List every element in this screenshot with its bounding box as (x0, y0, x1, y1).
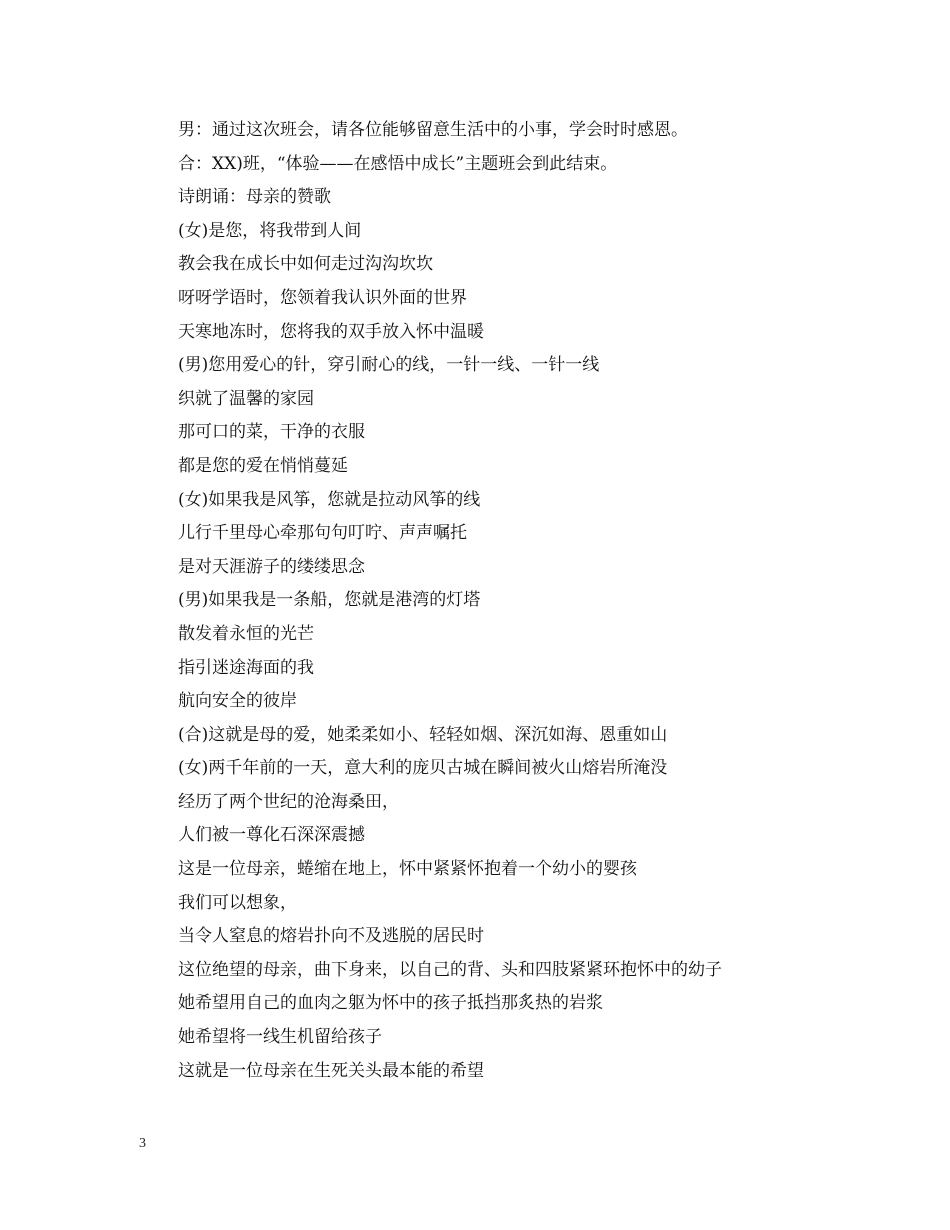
text-line: 指引迷途海面的我 (178, 657, 314, 678)
text-line: 合：XX)班，“体验——在感悟中成长”主题班会到此结束。 (178, 153, 618, 174)
page-number: 3 (139, 1136, 146, 1151)
text-line: 这位绝望的母亲，曲下身来，以自己的背、头和四肢紧紧环抱怀中的幼子 (178, 959, 722, 980)
text-line: (男)如果我是一条船，您就是港湾的灯塔 (178, 590, 481, 611)
text-line: 都是您的爱在悄悄蔓延 (178, 455, 348, 476)
text-line: (女)是您，将我带到人间 (178, 220, 362, 241)
text-line: 这就是一位母亲在生死关头最本能的希望 (178, 1060, 484, 1081)
text-line: 航向安全的彼岸 (178, 691, 297, 712)
text-line: 男：通过这次班会，请各位能够留意生活中的小事，学会时时感恩。 (178, 120, 688, 140)
text-line: 她希望将一线生机留给孩子 (178, 1027, 382, 1048)
text-line: (合)这就是母的爱，她柔柔如小、轻轻如烟、深沉如海、恩重如山 (178, 724, 668, 745)
section-heading: 诗朗诵：母亲的赞歌 (178, 187, 331, 208)
text-line: 经历了两个世纪的沧海桑田， (178, 791, 399, 812)
poem-text-body (178, 114, 878, 1088)
text-line: 我们可以想象， (178, 892, 297, 913)
text-line: (男)您用爱心的针，穿引耐心的线，一针一线、一针一线 (178, 355, 600, 376)
text-line: 天寒地冻时，您将我的双手放入怀中温暖 (178, 321, 484, 342)
text-line: 人们被一尊化石深深震撼 (178, 825, 365, 846)
text-line: (女)两千年前的一天，意大利的庞贝古城在瞬间被火山熔岩所淹没 (178, 758, 668, 779)
text-line: 她希望用自己的血肉之躯为怀中的孩子抵挡那炙热的岩浆 (178, 993, 603, 1014)
text-line: 儿行千里母心牵那句句叮咛、声声嘱托 (178, 523, 467, 544)
text-line: 散发着永恒的光芒 (178, 623, 314, 644)
text-line: 当令人窒息的熔岩扑向不及逃脱的居民时 (178, 926, 484, 947)
text-line: 这是一位母亲，蜷缩在地上，怀中紧紧怀抱着一个幼小的婴孩 (178, 859, 637, 880)
text-line: 教会我在成长中如何走过沟沟坎坎 (178, 254, 433, 275)
text-line: 那可口的菜，干净的衣服 (178, 422, 365, 443)
text-line: 织就了温馨的家园 (178, 388, 314, 409)
text-line: 是对天涯游子的缕缕思念 (178, 556, 365, 577)
text-line: 呀呀学语时，您领着我认识外面的世界 (178, 287, 467, 308)
text-line: (女)如果我是风筝，您就是拉动风筝的线 (178, 489, 481, 510)
